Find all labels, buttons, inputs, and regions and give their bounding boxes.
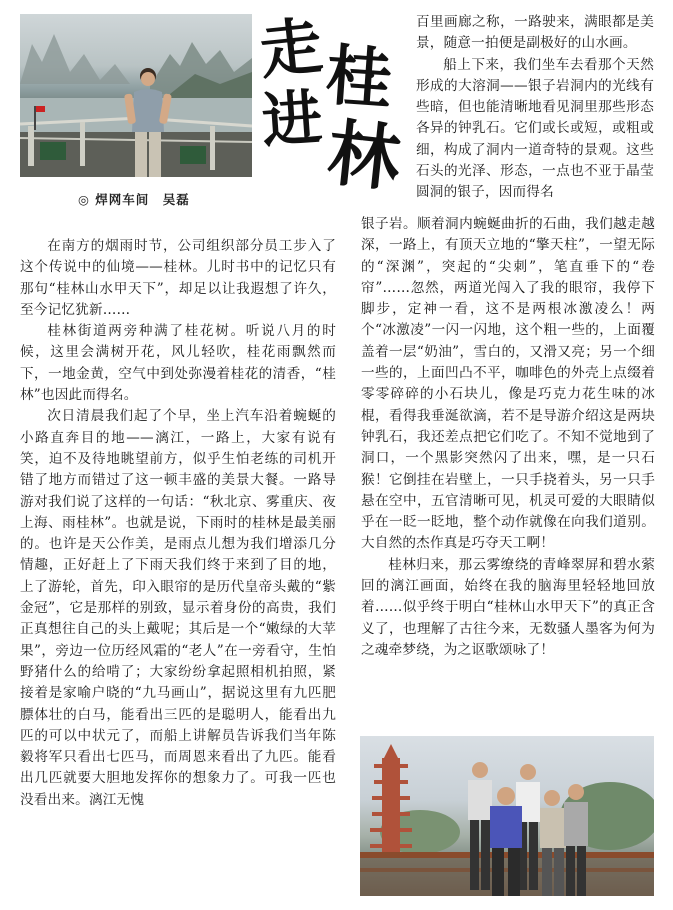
- paragraph: 船上下来，我们坐车去看那个天然形成的大溶洞——银子岩洞内的光线有些暗，但也能清晰地看见洞里那些形态各异的钟乳石。它们或长或短，或粗或细，构成了洞内一道奇特的景观。这些石头的光泽、形态，一点也不亚于晶莹圆洞的银子，因而得名: [416, 56, 654, 201]
- photo-caption: ◎ 焊网车间 吴磊: [78, 192, 190, 207]
- article-right-mid-column: [361, 214, 655, 661]
- title-char-2: 桂: [323, 35, 395, 119]
- photo-group-pagoda: [360, 736, 654, 896]
- article-left-column: [20, 236, 336, 811]
- title-char-1: 走: [256, 8, 326, 89]
- article-right-top-column: [416, 12, 654, 204]
- paragraph: 百里画廊之称，一路驶来，满眼都是美景，随意一拍便是副极好的山水画。: [416, 14, 654, 52]
- paragraph: 次日清晨我们起了个早，坐上汽车沿着蜿蜒的小路直奔目的地——漓江，一路上，大家有说有笑，迫不及待地眺望前方，似乎生怕老练的司机开错了地方而错过了这一顿丰盛的美景大餐。一路导游对我们说了这样的一句话：“秋北京、雾重庆、夜上海、雨桂林”。也就是说，下雨时的桂林是最美丽的。也许是天公作美，是雨点儿想为我们增添几分情趣，正好赶上了下雨天我们终于来到了目的地，上了游轮，首先，印入眼帘的是历代皇帝头戴的“紫金冠”，它是那样的别致，显示着身份的高贵，我们正真想往自己的头上戴呢；其后是一个“嫩绿的大苹果”，旁边一位历经风霜的“老人”在一旁看守，生怕野猪什么的给啃了；大家纷纷拿起照相机拍照，紧接着是家喻户晓的“九马画山”，据说这里有九匹肥膘体壮的白马，能看出三匹的是聪明人，能看出九匹的可以中状元了，而船上讲解员告诉我们当年陈毅将军只看出七匹马，而周恩来看出了九匹。能看出几匹就要大胆地发挥你的想象力了。可我一匹也没看出来。漓江无愧: [20, 408, 336, 808]
- paragraph: 桂林归来，那云雾缭绕的青峰翠屏和碧水萦回的漓江画面，始终在我的脑海里轻轻地回放着……似乎终于明白“桂林山水甲天下”的真正含义了，也理解了古往今来，无数骚人墨客为何为之魂牵梦绕，为之讴歌颂咏了！: [361, 556, 655, 658]
- paragraph: 在南方的烟雨时节，公司组织部分员工步入了这个传说中的仙境——桂林。儿时书中的记忆只有那句“桂林山水甲天下”，却足以让我遐想了许久，至今记忆犹新……: [20, 238, 336, 318]
- title-char-4: 林: [323, 109, 405, 202]
- paragraph: 桂林街道两旁种满了桂花树。听说八月的时候，这里会满树开花，风儿轻吹，桂花雨飘然而下，一地金黄，空气中到处弥漫着桂花的清香，“桂林”也因此而得名。: [20, 323, 336, 404]
- paragraph: 银子岩。顺着洞内蜿蜒曲折的石曲，我们越走越深，一路上，有顶天立地的“擎天柱”，一望无际的“深渊”，突起的“尖刺”，笔直垂下的“卷帘”……忽然，两道光闯入了我的眼帘，我停下脚步，定神一看，这不是两根冰激凌么！两个“冰激凌”一闪一闪地，这个粗一些的，上面覆盖着一层“奶油”，雪白的，又滑又亮；另一个细一些的，上面凹凸不平，咖啡色的外壳上点缀着零零碎碎的小石块儿，像是巧克力花生味的冰棍，看得我垂涎欲滴，若不是导游介绍这是两块钟乳石，我还差点把它们吃了。不知不觉地到了洞口，一个黑影突然闪了出来，嘿，是一只石猴！它倒挂在岩壁上，一只手挠着头，另一只手悬在空中，五官清晰可见，机灵可爱的大眼睛似乎在一眨一眨地，整个动作就像在向我们道别。大自然的杰作真是巧夺天工啊！: [361, 216, 655, 552]
- title-char-3: 进: [259, 82, 325, 158]
- photo-li-river-man-image: [20, 14, 252, 177]
- photo-li-river-man: [20, 14, 252, 177]
- photo-group-pagoda-image: [360, 736, 654, 896]
